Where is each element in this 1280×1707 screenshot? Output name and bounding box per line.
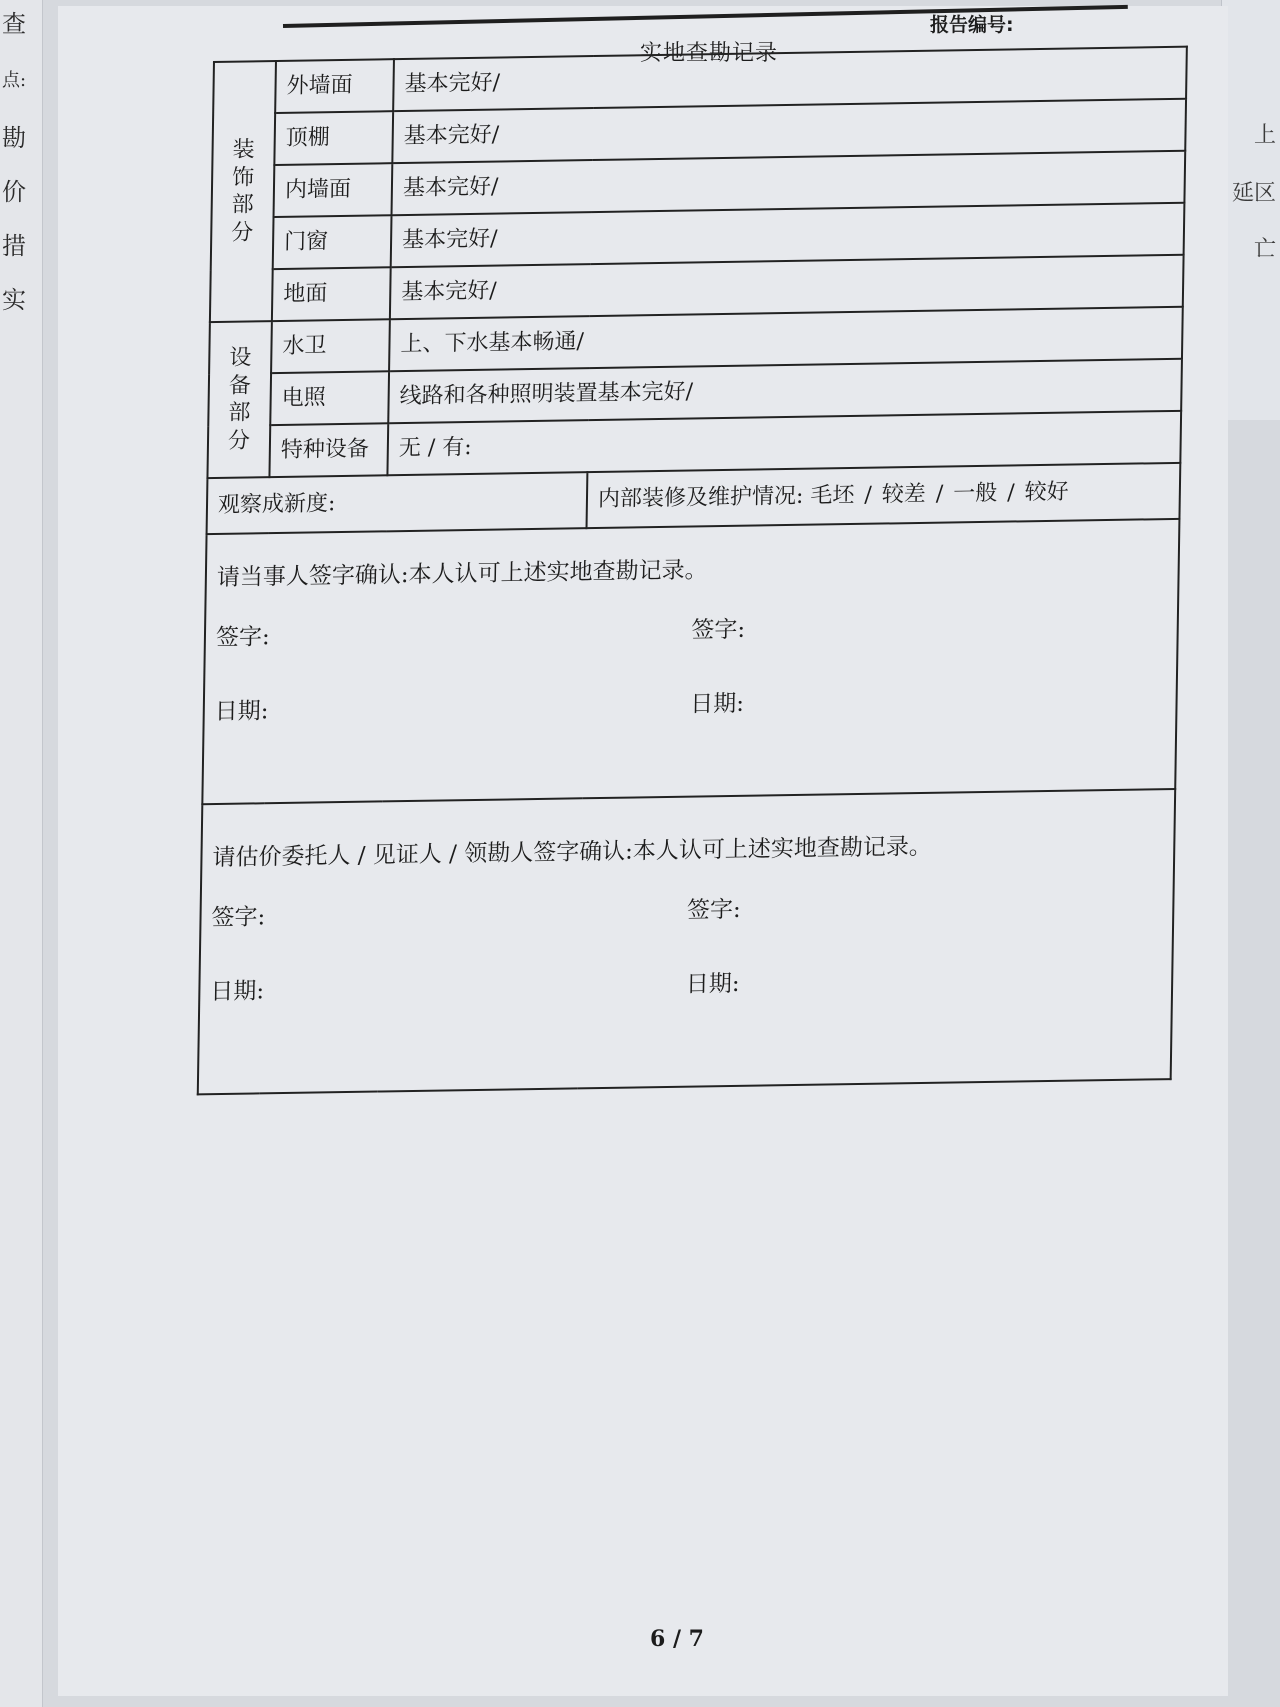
item-label: 外墙面	[275, 59, 394, 113]
page-number: 6 / 7	[650, 1626, 704, 1652]
item-status: 基本完好/	[391, 203, 1185, 267]
client-signature-section	[198, 789, 1175, 1094]
item-status: 无 / 有:	[387, 411, 1181, 475]
date-field[interactable]: 日期:	[214, 698, 269, 725]
item-label: 地面	[272, 267, 391, 321]
left-edge-fragment: 点:	[2, 70, 27, 91]
item-label: 门窗	[273, 215, 392, 269]
date-field[interactable]: 日期:	[690, 690, 745, 718]
right-edge-fragment: 亡	[1253, 237, 1276, 262]
interior-condition-label: 内部装修及维护情况:	[597, 483, 804, 512]
item-status: 基本完好/	[392, 99, 1186, 163]
right-edge-fragment: 上	[1253, 123, 1276, 148]
item-status: 基本完好/	[392, 151, 1186, 215]
left-edge-fragment: 措	[2, 232, 26, 260]
date-field[interactable]: 日期:	[210, 978, 265, 1005]
survey-record-table	[195, 46, 1188, 1212]
adjacent-page-left-edge	[0, 0, 43, 1707]
item-label: 水卫	[271, 319, 390, 373]
adjacent-page-right-edge	[1221, 0, 1280, 420]
item-label: 顶棚	[274, 111, 393, 165]
left-edge-fragment: 实	[2, 286, 26, 314]
left-edge-fragment: 勘	[2, 124, 26, 152]
document-title: 实地查勘记录	[640, 41, 779, 66]
item-label: 电照	[270, 371, 389, 425]
option-good: 较好	[1024, 479, 1069, 506]
signature-field[interactable]: 签字:	[211, 904, 266, 931]
item-status: 上、下水基本畅通/	[389, 307, 1183, 371]
client-signature-heading: 请估价委托人 / 见证人 / 领勘人签字确认:本人认可上述实地查勘记录。	[212, 834, 933, 872]
left-edge-fragment: 价	[2, 178, 26, 206]
date-field[interactable]: 日期:	[685, 970, 740, 998]
left-edge-fragment: 查	[2, 10, 26, 38]
item-status: 线路和各种照明装置基本完好/	[388, 359, 1182, 423]
decoration-group-label: 装 饰 部 分	[210, 61, 276, 322]
party-signature-heading: 请当事人签字确认:本人认可上述实地查勘记录。	[216, 557, 708, 592]
item-status: 基本完好/	[390, 255, 1184, 319]
report-number-label: 报告编号:	[930, 14, 1014, 36]
signature-field[interactable]: 签字:	[686, 896, 741, 924]
item-label: 内墙面	[274, 163, 393, 217]
newness-label: 观察成新度:	[207, 472, 588, 534]
option-blank: 毛坯	[810, 482, 855, 509]
option-average: 一般	[953, 480, 998, 507]
item-status: 基本完好/	[393, 47, 1187, 111]
signature-field[interactable]: 签字:	[215, 623, 270, 651]
party-signature-section	[202, 519, 1179, 804]
equipment-group-label: 设 备 部 分	[207, 321, 271, 478]
signature-field[interactable]: 签字:	[691, 616, 746, 644]
option-poor: 较差	[881, 481, 927, 508]
item-label: 特种设备	[269, 423, 388, 477]
document-sheet	[58, 6, 1228, 1696]
interior-condition-cell: 内部装修及维护情况: 毛坯 / 较差 / 一般 / 较好	[587, 463, 1181, 528]
right-edge-fragment: 延区	[1231, 181, 1276, 206]
